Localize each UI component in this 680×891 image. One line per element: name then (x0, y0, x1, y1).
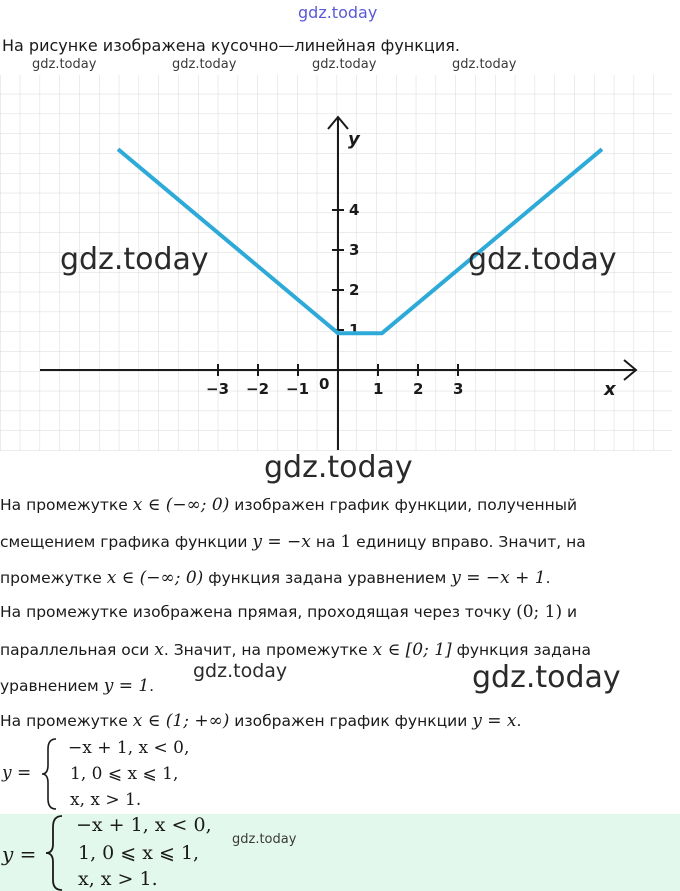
brace-icon (40, 737, 60, 811)
x-axis-label: x (604, 379, 616, 400)
x-tick-label: −1 (286, 380, 310, 398)
x-tick-label: −2 (246, 380, 270, 398)
paragraph-6: уравнением y = 1. (0, 676, 155, 696)
system-lhs: y = (2, 763, 32, 783)
watermark-top: gdz.today (298, 3, 378, 22)
x-tick-label: 3 (453, 380, 464, 398)
intro-text: На рисунке изображена кусочно—линейная функция. (2, 36, 460, 55)
paragraph-1: На промежутке x ∈ (−∞; 0) изображен график функции, полученный (0, 495, 578, 515)
system-case-2: 1, 0 ⩽ x ⩽ 1, (70, 764, 179, 784)
x-tick-label: 0 (319, 375, 330, 393)
watermark-small: gdz.today (232, 832, 297, 847)
brace-icon (44, 814, 66, 891)
watermark-large: gdz.today (60, 242, 209, 277)
paragraph-7: На промежутке x ∈ (1; +∞) изображен график функции y = x. (0, 711, 522, 731)
y-tick-label: 4 (349, 201, 360, 219)
watermark-small: gdz.today (452, 57, 517, 72)
y-axis-label: y (348, 129, 360, 150)
system-case-3: x, x > 1. (70, 790, 142, 810)
system-case-1: −x + 1, x < 0, (68, 738, 190, 758)
x-tick-label: 2 (413, 380, 424, 398)
watermark-small: gdz.today (172, 57, 237, 72)
system-case-1: −x + 1, x < 0, (76, 814, 212, 836)
paragraph-5: параллельная оси x. Значит, на промежутке x ∈ [0; 1] функция задана (0, 640, 591, 660)
watermark-large: gdz.today (472, 660, 621, 695)
system-case-2: 1, 0 ⩽ x ⩽ 1, (78, 842, 200, 864)
paragraph-3: промежутке x ∈ (−∞; 0) функция задана уравнением y = −x + 1. (0, 568, 551, 588)
watermark-small: gdz.today (312, 57, 377, 72)
system-lhs: y = (2, 842, 37, 866)
watermark-large: gdz.today (468, 242, 617, 277)
paragraph-2: смещением графика функции y = −x на 1 единицу вправо. Значит, на (0, 532, 586, 552)
watermark-small: gdz.today (32, 57, 97, 72)
system-case-3: x, x > 1. (78, 868, 158, 890)
watermark-medium: gdz.today (193, 660, 288, 682)
y-tick-label: 2 (349, 281, 360, 299)
x-tick-label: 1 (373, 380, 384, 398)
y-tick-label: 3 (349, 241, 360, 259)
y-tick-label: 1 (349, 321, 360, 339)
watermark-large: gdz.today (264, 450, 413, 485)
x-tick-label: −3 (206, 380, 230, 398)
paragraph-4: На промежутке изображена прямая, проходящая через точку (0; 1) и (0, 602, 578, 622)
